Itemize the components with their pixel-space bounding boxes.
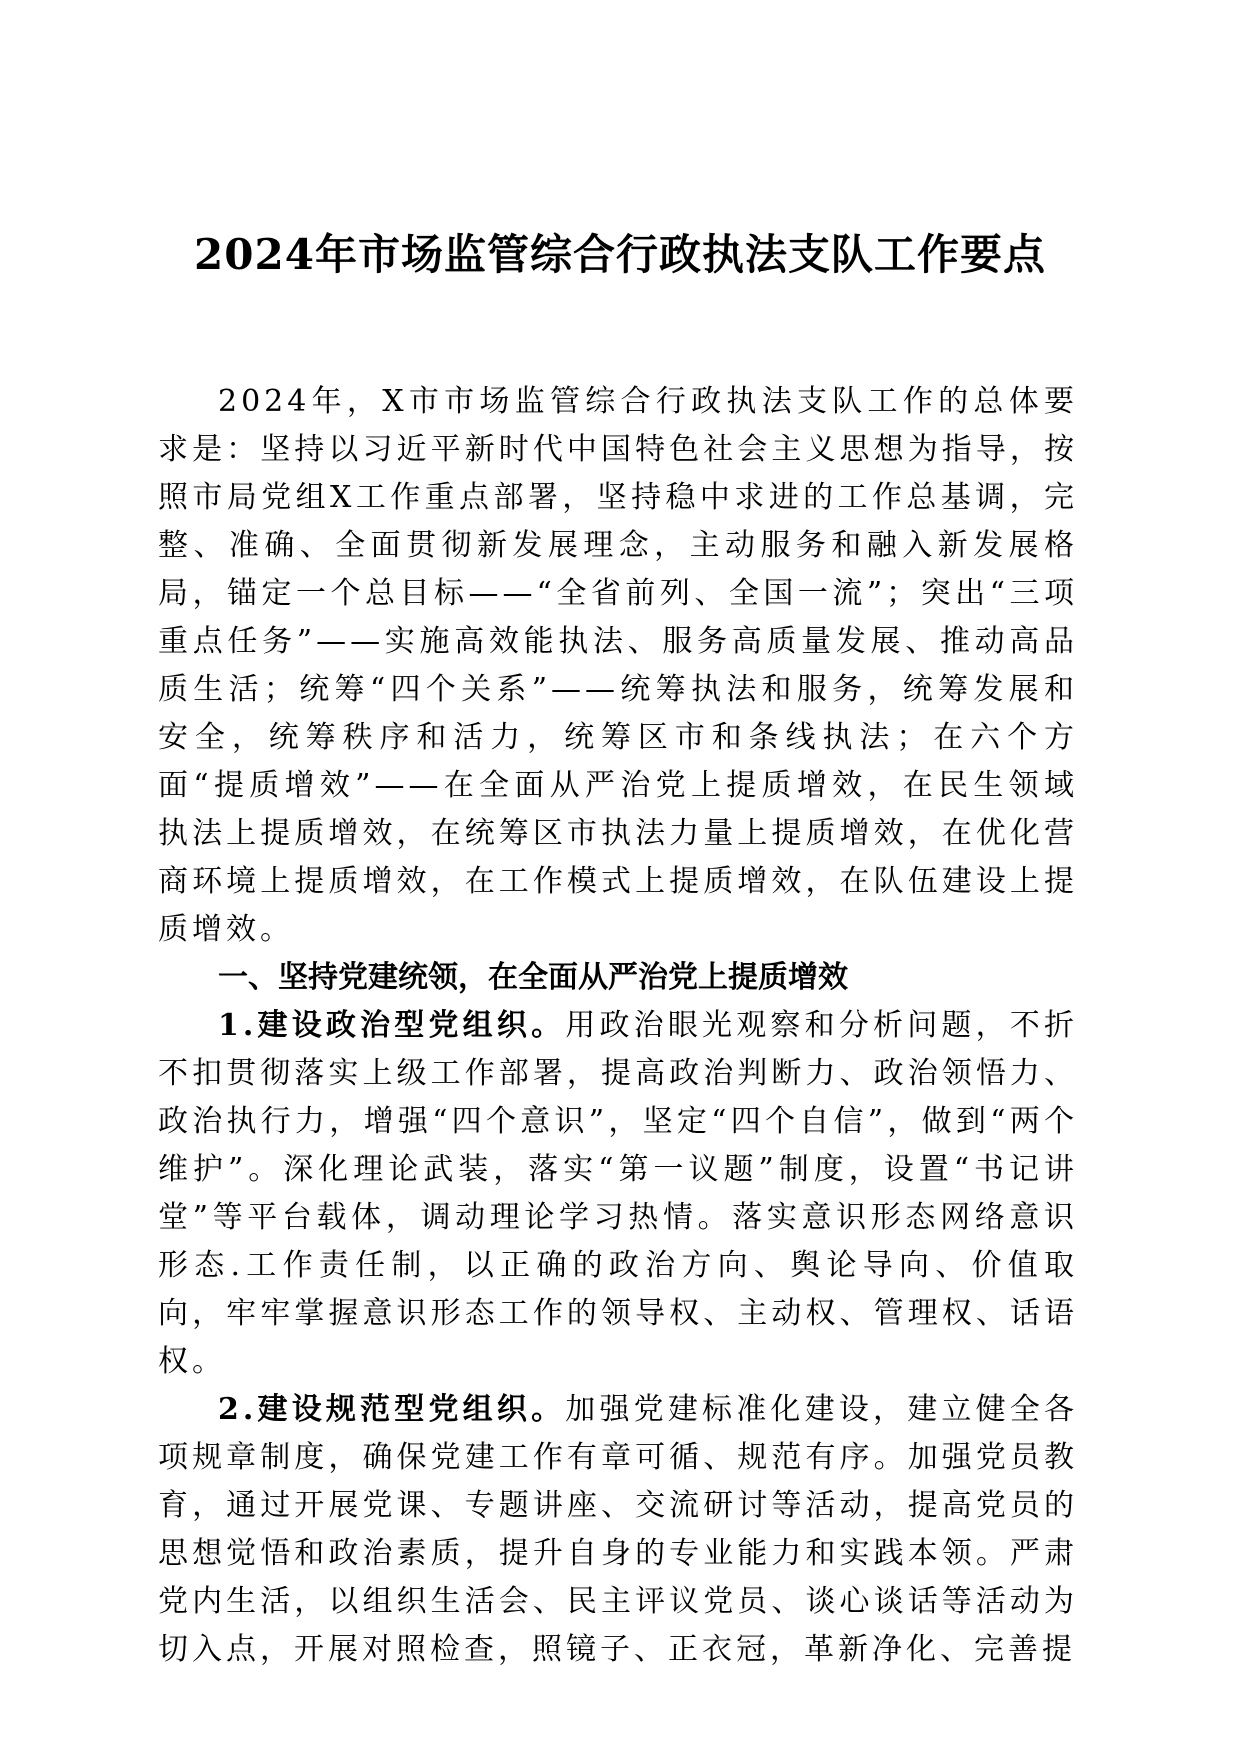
document-body xyxy=(158,378,1078,1674)
item-1-paragraph xyxy=(158,1002,1078,1386)
item-1-text: 用政治眼光观察和分析问题，不折不扣贯彻落实上级工作部署，提高政治判断力、政治领悟力、政治执行力，增强“四个意识”，坚定“四个自信”，做到“两个维护”。深化理论武装，落实“第一议题”制度，设置“书记讲堂”等平台载体，调动理论学习热情。落实意识形态网络意识形态.工作责任制，以正确的政治方向、舆论导向、价值取向，牢牢掌握意识形态工作的领导权、主动权、管理权、话语权。 xyxy=(158,1008,1078,1379)
item-2-paragraph xyxy=(158,1386,1078,1674)
section-1-heading: 一、坚持党建统领，在全面从严治党上提质增效 xyxy=(218,960,848,995)
item-2-lead: 2.建设规范型党组织。 xyxy=(218,1392,566,1427)
item-1-lead: 1.建设政治型党组织。 xyxy=(218,1008,566,1043)
item-2-text: 加强党建标准化建设，建立健全各项规章制度，确保党建工作有章可循、规范有序。加强党员教育，通过开展党课、专题讲座、交流研讨等活动，提高党员的思想觉悟和政治素质，提升自身的专业能力和实践本领。严肃党内生活，以组织生活会、民主评议党员、谈心谈话等活动为切入点，开展对照检查，照镜子、正衣冠，革新净化、完善提 xyxy=(158,1392,1078,1667)
intro-paragraph: 2024年，X市市场监管综合行政执法支队工作的总体要求是：坚持以习近平新时代中国特色社会主义思想为指导，按照市局党组X工作重点部署，坚持稳中求进的工作总基调，完整、准确、全面贯彻新发展理念，主动服务和融入新发展格局，锚定一个总目标——“全省前列、全国一流”；突出“三项重点任务”——实施高效能执法、服务高质量发展、推动高品质生活；统筹“四个关系”——统筹执法和服务，统筹发展和安全，统筹秩序和活力，统筹区市和条线执法；在六个方面“提质增效”——在全面从严治党上提质增效，在民生领域执法上提质增效，在统筹区市执法力量上提质增效，在优化营商环境上提质增效，在工作模式上提质增效，在队伍建设上提质增效。 xyxy=(158,384,1078,947)
document-title: 2024年市场监管综合行政执法支队工作要点 xyxy=(194,230,1046,279)
